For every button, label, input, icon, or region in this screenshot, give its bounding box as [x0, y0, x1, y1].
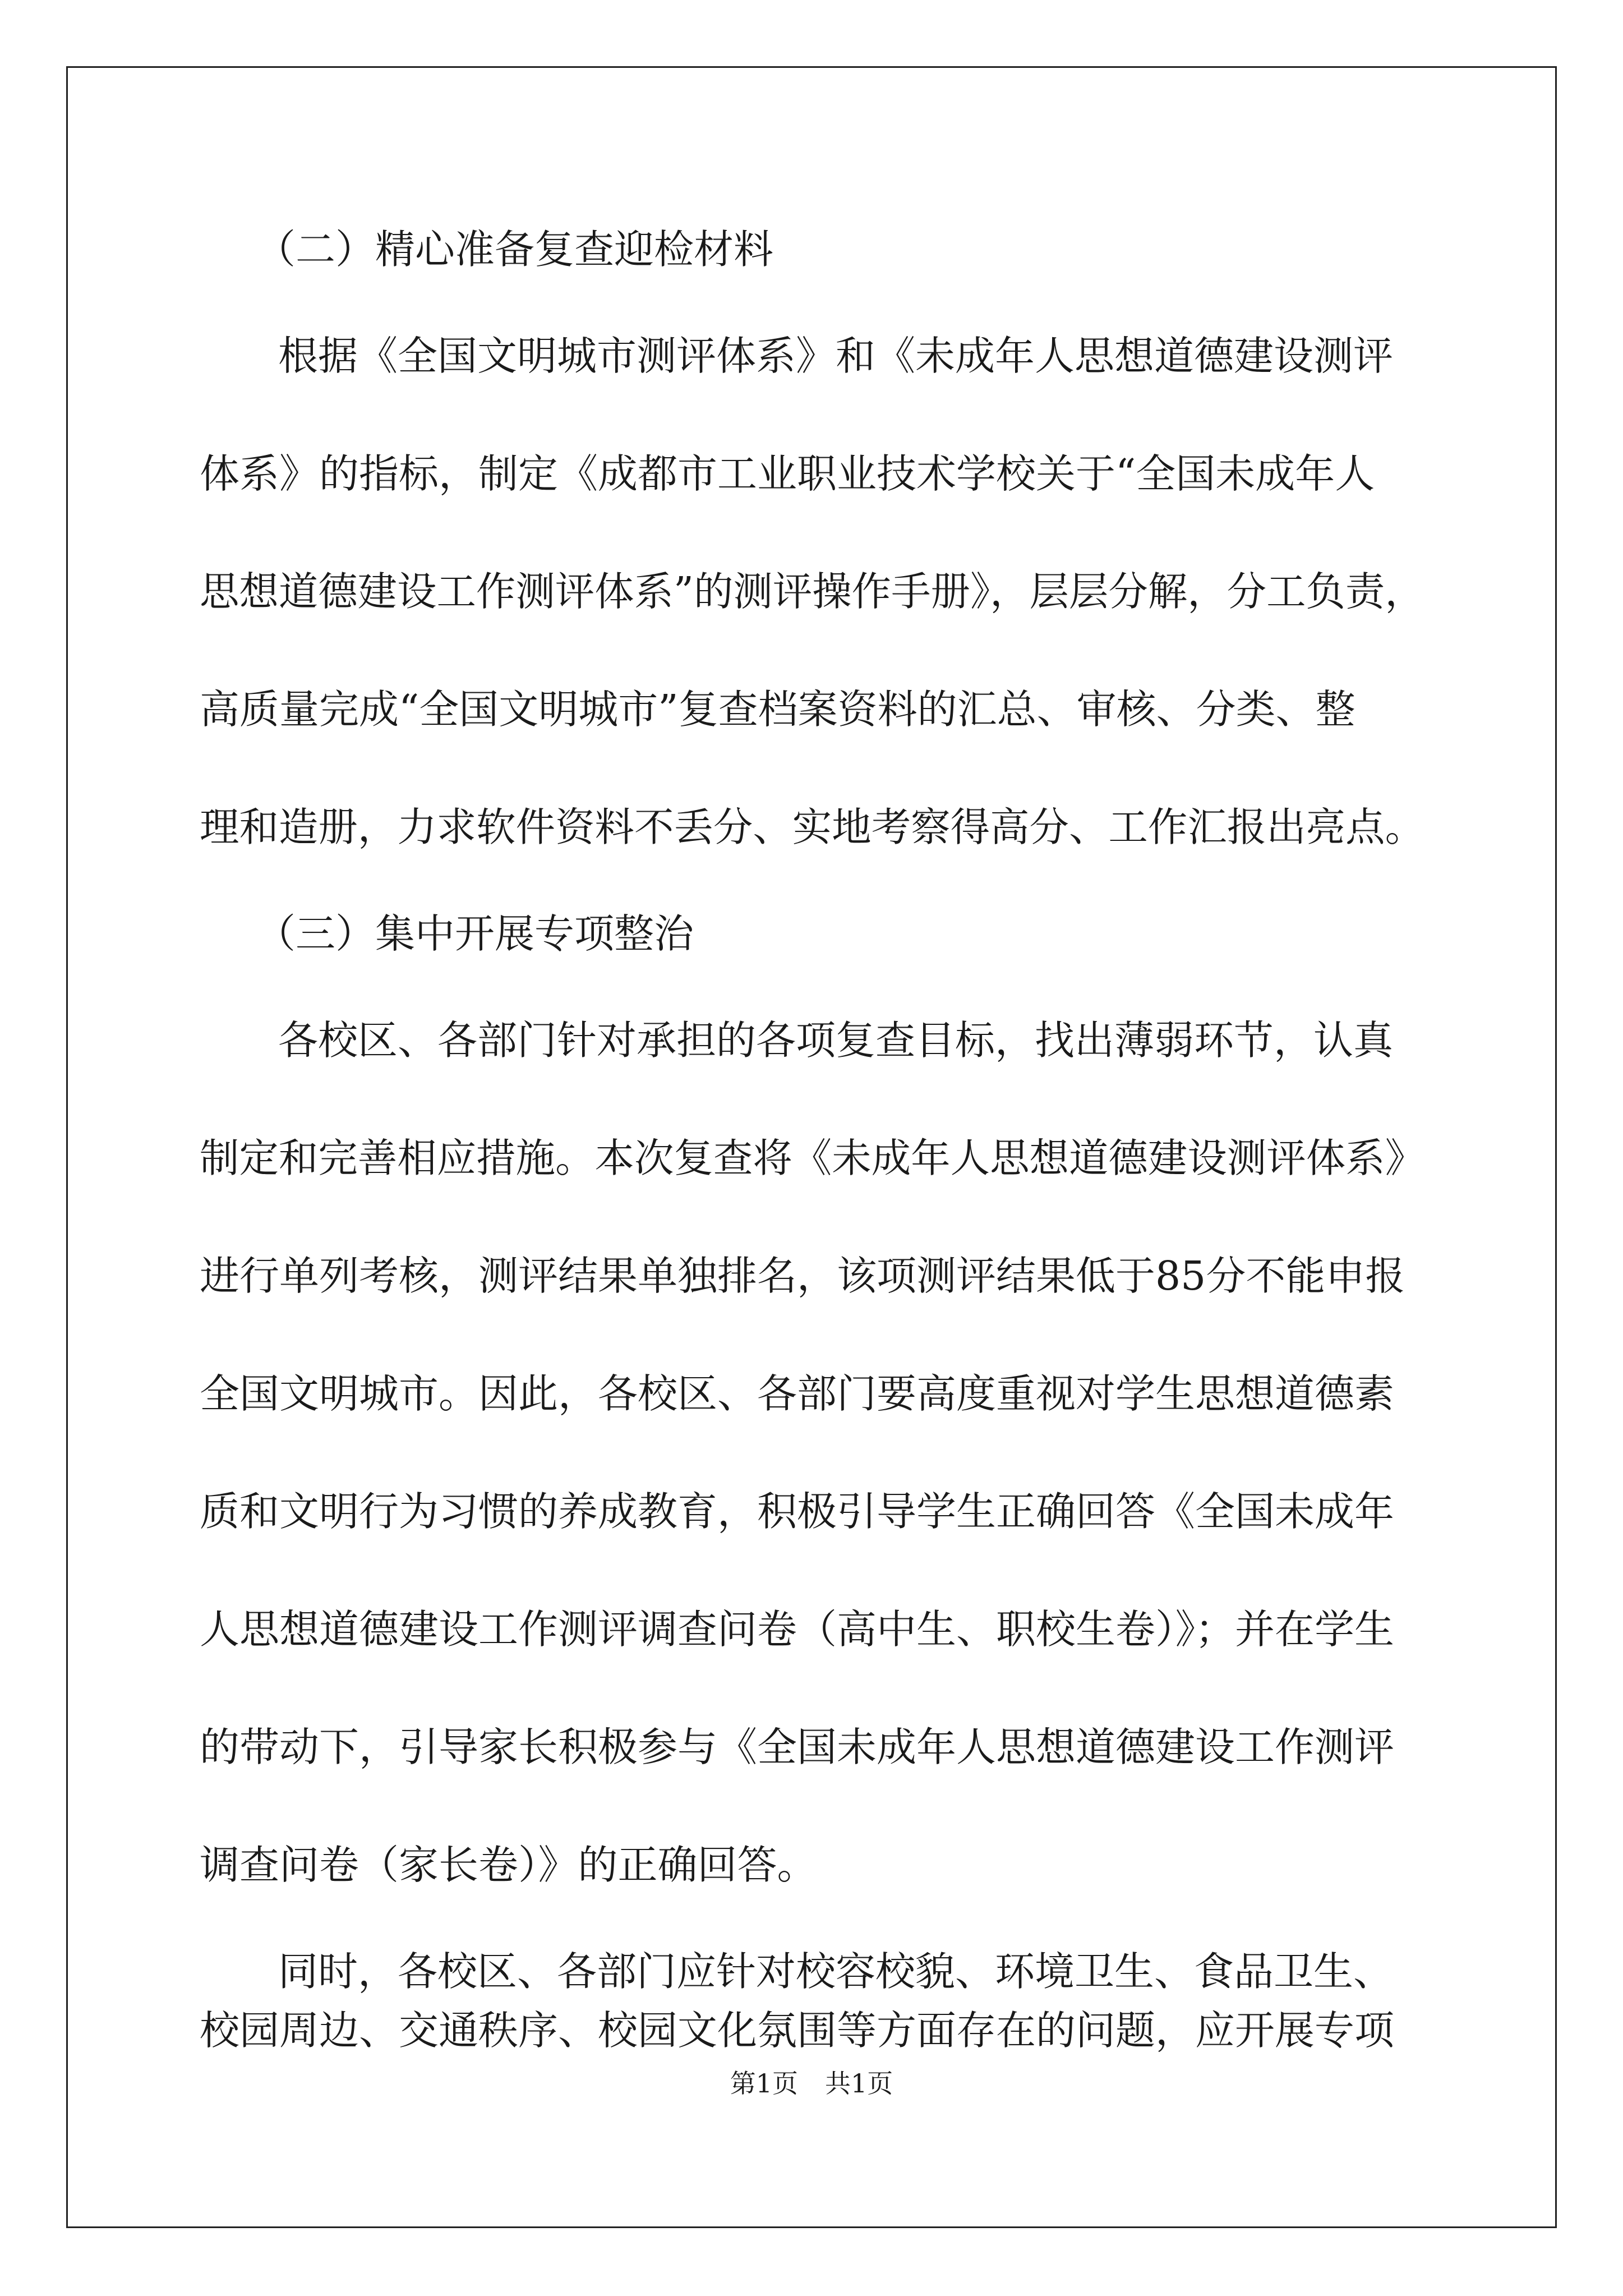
paragraph-line: 的带动下，引导家长积极参与《全国未成年人思想道德建设工作测评	[200, 1724, 1395, 1770]
page-total: 共1页	[825, 2068, 893, 2099]
paragraph-line: 进行单列考核，测评结果单独排名，该项测评结果低于85分不能申报	[200, 1253, 1405, 1299]
paragraph-line: 人思想道德建设工作测评调查问卷（高中生、职校生卷）》；并在学生	[200, 1606, 1395, 1653]
paragraph-line: 制定和完善相应措施。本次复查将《未成年人思想道德建设测评体系》	[200, 1135, 1425, 1181]
page-number: 第1页	[730, 2068, 798, 2099]
page-footer	[0, 2067, 1623, 2100]
paragraph-line: 高质量完成“全国文明城市”复查档案资料的汇总、审核、分类、整	[200, 686, 1355, 733]
paragraph-line: 校园周边、交通秩序、校园文化氛围等方面存在的问题，应开展专项	[200, 2007, 1395, 2054]
section-heading-3: （三）集中开展专项整治	[256, 910, 694, 957]
paragraph-line: 质和文明行为习惯的养成教育，积极引导学生正确回答《全国未成年	[200, 1488, 1395, 1535]
section-heading-2: （二）精心准备复查迎检材料	[256, 226, 774, 273]
paragraph-line: 思想道德建设工作测评体系”的测评操作手册》，层层分解，分工负责，	[200, 568, 1424, 615]
paragraph-line: 理和造册，力求软件资料不丢分、实地考察得高分、工作汇报出亮点。	[200, 804, 1425, 850]
paragraph-line: 各校区、各部门针对承担的各项复查目标，找出薄弱环节，认真	[278, 1017, 1394, 1064]
paragraph-line: 全国文明城市。因此，各校区、各部门要高度重视对学生思想道德素	[200, 1370, 1395, 1417]
paragraph-line: 体系》的指标，制定《成都市工业职业技术学校关于“全国未成年人	[200, 450, 1375, 497]
paragraph-line: 根据《全国文明城市测评体系》和《未成年人思想道德建设测评	[278, 333, 1394, 379]
paragraph-line: 同时，各校区、各部门应针对校容校貌、环境卫生、食品卫生、	[278, 1948, 1394, 1995]
paragraph-line: 调查问卷（家长卷）》的正确回答。	[200, 1842, 817, 1888]
